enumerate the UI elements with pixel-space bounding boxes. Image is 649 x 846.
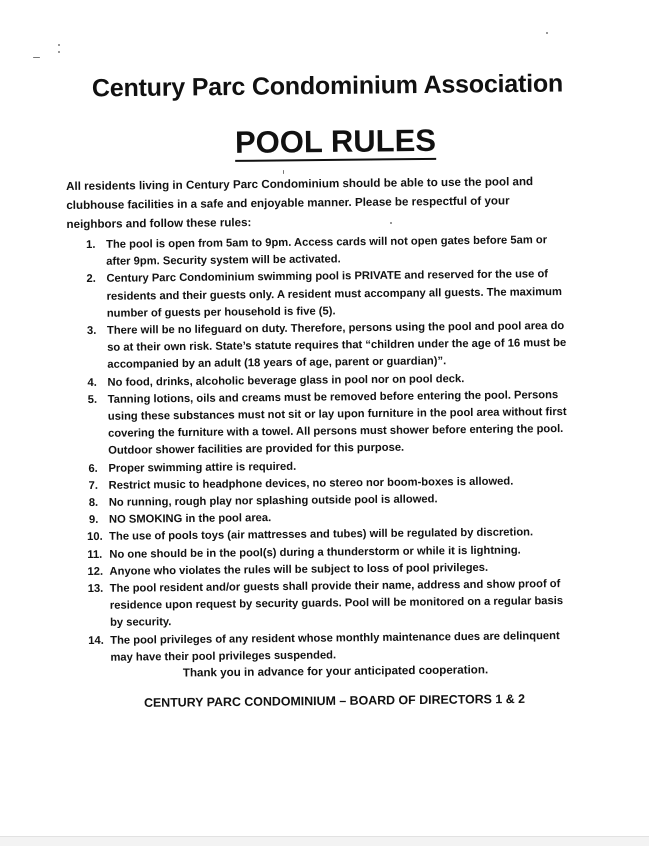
scan-speck — [58, 51, 60, 53]
rule-item — [88, 387, 575, 461]
rule-number: 4. — [87, 376, 97, 389]
rule-text: Tanning lotions, oils and creams must be removed before entering the pool. Persons using these substances must not sit or lay upon furniture in the pool area without first covering the furniture with a towel. All persons must shower before entering the pool. Outdoor shower facilities are provided for this purpose. — [107, 388, 567, 458]
scan-speck — [58, 44, 60, 46]
rule-number: 8. — [88, 496, 99, 510]
rule-text: No one should be in the pool(s) during a thunderstorm or while it is lightning. — [109, 544, 521, 561]
rule-number: 7. — [88, 479, 99, 492]
closing-line: Thank you in advance for your anticipated cooperation. — [182, 663, 489, 680]
rules-list — [86, 232, 576, 667]
rule-text: The use of pools toys (air mattresses and tubes) will be regulated by discretion. — [109, 526, 534, 544]
rule-item — [90, 628, 576, 667]
rule-text: NO SMOKING in the pool area. — [108, 512, 272, 527]
rule-text: No food, drinks, alcoholic beverage glass in pool nor on pool deck. — [107, 372, 465, 389]
rule-text: No running, rough play nor splashing outside pool is allowed. — [108, 493, 438, 509]
rule-text: The pool privileges of any resident whose monthly maintenance dues are delinquent may have their pool privileges suspended. — [110, 629, 560, 664]
scan-speck — [33, 57, 40, 58]
rule-number: 9. — [88, 514, 99, 527]
rule-text: Restrict music to headphone devices, no stereo nor boom-boxes is allowed. — [108, 475, 514, 492]
scan-speck — [283, 170, 284, 174]
rule-number: 5. — [87, 393, 98, 406]
rule-number: 12. — [87, 565, 104, 578]
rule-number: 3. — [86, 324, 97, 338]
rule-text: Anyone who violates the rules will be subject to loss of pool privileges. — [109, 561, 489, 578]
rule-text: There will be no lifeguard on duty. Therefore, persons using the pool and pool area do so at their own risk. State’s statute requires that “children under the age of 16 must be accompanied by an adult (18 years of age, parent or guardian)”. — [106, 320, 567, 372]
rule-item — [87, 318, 574, 375]
rule-item — [86, 266, 573, 323]
rule-number: 6. — [88, 462, 98, 475]
rule-number: 1. — [86, 238, 96, 251]
rule-text: The pool resident and/or guests shall provide their name, address and show proof of residence upon request by security guards. Pool will be monitored on a regular basis by security. — [109, 578, 564, 630]
signature-line: CENTURY PARC CONDOMINIUM – BOARD OF DIRECTORS 1 & 2 — [143, 691, 526, 710]
rule-number: 10. — [87, 531, 103, 544]
rule-number: 11. — [87, 548, 103, 561]
rule-number: 14. — [88, 634, 104, 647]
rule-text: Century Parc Condominium swimming pool is PRIVATE and reserved for the use of residents and their guests only. A resident must accompany all guests. The maximum number of guests per household is five (5). — [106, 268, 562, 320]
page-title — [0, 121, 649, 164]
rule-number: 13. — [87, 582, 104, 596]
rule-item — [86, 232, 572, 271]
rule-number: 2. — [86, 273, 96, 286]
organization-title: Century Parc Condominium Association — [91, 69, 564, 103]
rule-text: The pool is open from 5am to 9pm. Access cards will not open gates before 5am or after 9pm. Security system will be activated. — [106, 234, 548, 268]
rule-item — [87, 576, 577, 633]
rule-text: Proper swimming attire is required. — [108, 460, 297, 475]
scan-speck — [546, 32, 548, 34]
page-title-text: POOL RULES — [234, 122, 437, 160]
intro-paragraph: All residents living in Century Parc Condominium should be able to use the pool and clubhouse facilities in a safe and enjoyable manner. Please be respectful of your neighbors and follow these rules: — [66, 175, 534, 231]
